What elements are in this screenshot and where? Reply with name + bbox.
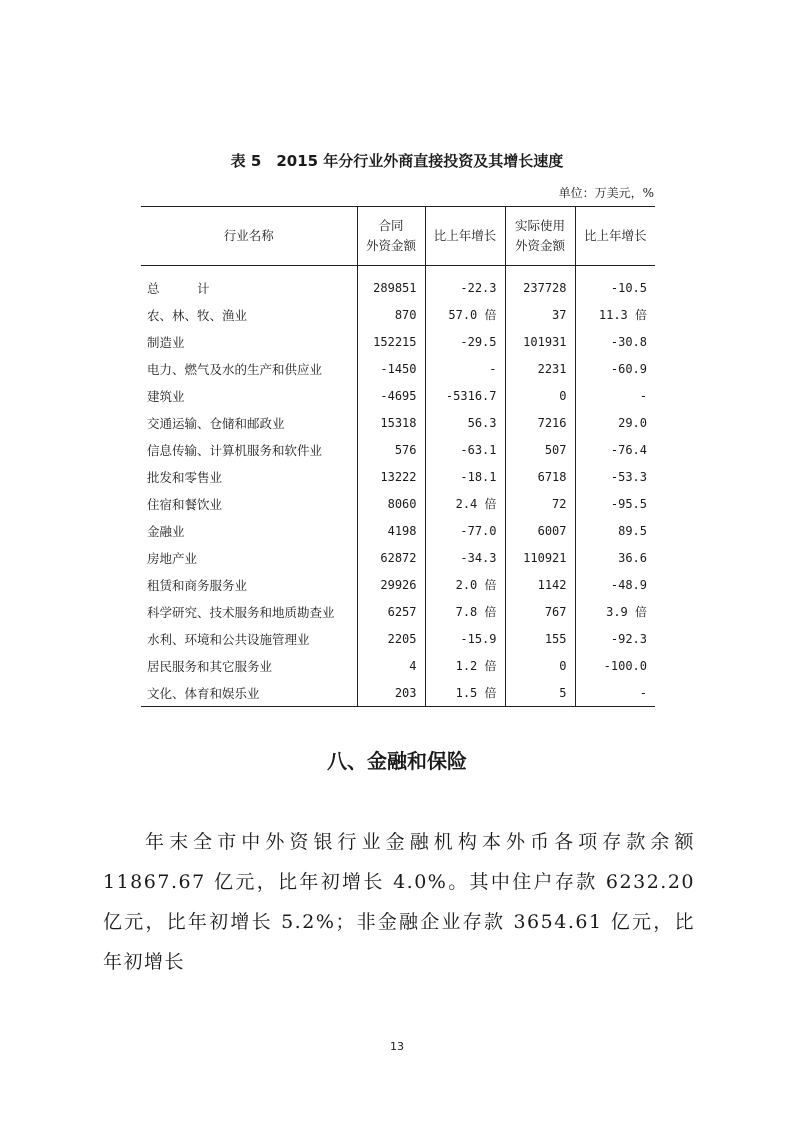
cell-industry: 信息传输、计算机服务和软件业 [147, 442, 323, 458]
cell-actual-amount: 110921 [505, 544, 575, 571]
cell-industry: 总 计 [147, 280, 210, 296]
cell-actual-amount: 507 [505, 436, 575, 463]
header-contract-amount [357, 207, 425, 266]
cell-contract-growth: 7.8 倍 [425, 598, 505, 625]
cell-actual-growth: 36.6 [575, 544, 655, 571]
cell-actual-amount: 101931 [505, 328, 575, 355]
table-unit-note: 单位：万美元，% [558, 186, 654, 200]
fdi-by-industry-table [141, 206, 655, 707]
table-row [141, 436, 655, 463]
cell-contract-growth: -18.1 [425, 463, 505, 490]
cell-contract-amount: 6257 [357, 598, 425, 625]
cell-actual-amount: 72 [505, 490, 575, 517]
cell-contract-amount: -4695 [357, 382, 425, 409]
cell-contract-amount: 15318 [357, 409, 425, 436]
table-row [141, 544, 655, 571]
table-title: 表 5 2015 年分行业外商直接投资及其增长速度 [230, 152, 564, 170]
cell-contract-amount: 13222 [357, 463, 425, 490]
cell-actual-amount: 237728 [505, 266, 575, 302]
cell-industry: 批发和零售业 [147, 469, 223, 485]
cell-contract-amount: 2205 [357, 625, 425, 652]
cell-actual-growth: -60.9 [575, 355, 655, 382]
cell-actual-amount: 155 [505, 625, 575, 652]
cell-industry: 居民服务和其它服务业 [147, 658, 273, 674]
cell-contract-amount: 4198 [357, 517, 425, 544]
cell-actual-growth: -10.5 [575, 266, 655, 302]
cell-contract-amount: 203 [357, 679, 425, 707]
cell-industry: 租赁和商务服务业 [147, 577, 248, 593]
cell-actual-amount: 0 [505, 652, 575, 679]
cell-contract-growth: - [425, 355, 505, 382]
cell-contract-growth: -63.1 [425, 436, 505, 463]
cell-industry: 金融业 [147, 523, 185, 539]
cell-contract-growth: 1.2 倍 [425, 652, 505, 679]
table-row [141, 328, 655, 355]
cell-contract-growth: 57.0 倍 [425, 301, 505, 328]
cell-industry: 制造业 [147, 334, 185, 350]
cell-actual-growth: -53.3 [575, 463, 655, 490]
cell-contract-amount: 4 [357, 652, 425, 679]
cell-actual-growth: -76.4 [575, 436, 655, 463]
table-row [141, 463, 655, 490]
cell-actual-growth: 3.9 倍 [575, 598, 655, 625]
cell-contract-amount: 870 [357, 301, 425, 328]
cell-actual-amount: 2231 [505, 355, 575, 382]
header-industry: 行业名称 [141, 207, 357, 266]
cell-contract-growth: -29.5 [425, 328, 505, 355]
header-contract-growth: 比上年增长 [425, 207, 505, 266]
table-row [141, 517, 655, 544]
cell-contract-amount: 289851 [357, 266, 425, 302]
cell-industry: 住宿和餐饮业 [147, 496, 223, 512]
cell-contract-growth: -15.9 [425, 625, 505, 652]
table-row [141, 301, 655, 328]
header-actual-growth: 比上年增长 [575, 207, 655, 266]
table-body [141, 266, 655, 707]
table-row [141, 571, 655, 598]
cell-industry: 文化、体育和娱乐业 [141, 679, 357, 707]
cell-contract-growth: 1.5 倍 [425, 679, 505, 707]
cell-contract-amount: -1450 [357, 355, 425, 382]
table-row [141, 679, 655, 707]
table-row [141, 652, 655, 679]
header-contract-line2: 外资金额 [365, 238, 416, 253]
cell-industry: 水利、环境和公共设施管理业 [147, 631, 310, 647]
cell-contract-amount: 29926 [357, 571, 425, 598]
cell-industry: 房地产业 [147, 550, 198, 566]
cell-actual-amount: 5 [505, 679, 575, 707]
cell-industry: 交通运输、仓储和邮政业 [147, 415, 285, 431]
cell-industry: 电力、燃气及水的生产和供应业 [147, 361, 323, 377]
cell-actual-growth: - [575, 382, 655, 409]
body-paragraph: 年末全市中外资银行业金融机构本外币各项存款余额 11867.67 亿元，比年初增长 4.0%。其中住户存款 6232.20 亿元，比年初增长 5.2%；非金融企业存款 3654.61 亿元，比年初增长 [103, 831, 695, 973]
page-number: 13 [390, 1040, 404, 1053]
header-actual-line2: 外资金额 [514, 238, 565, 253]
cell-actual-growth: 89.5 [575, 517, 655, 544]
cell-actual-growth: 11.3 倍 [575, 301, 655, 328]
cell-actual-growth: -100.0 [575, 652, 655, 679]
cell-contract-growth: 2.0 倍 [425, 571, 505, 598]
header-contract-line1: 合同 [378, 218, 404, 233]
cell-actual-growth: -95.5 [575, 490, 655, 517]
table-row [141, 266, 655, 302]
cell-actual-amount: 767 [505, 598, 575, 625]
table-row [141, 490, 655, 517]
cell-actual-amount: 0 [505, 382, 575, 409]
cell-actual-growth: -92.3 [575, 625, 655, 652]
cell-actual-amount: 6007 [505, 517, 575, 544]
cell-industry: 科学研究、技术服务和地质勘查业 [147, 604, 335, 620]
cell-actual-growth: - [575, 679, 655, 707]
cell-industry: 农、林、牧、渔业 [147, 307, 248, 323]
cell-actual-growth: -48.9 [575, 571, 655, 598]
cell-contract-growth: -34.3 [425, 544, 505, 571]
cell-contract-amount: 152215 [357, 328, 425, 355]
table-row [141, 382, 655, 409]
cell-actual-growth: -30.8 [575, 328, 655, 355]
section-title: 八、金融和保险 [327, 749, 467, 773]
cell-actual-growth: 29.0 [575, 409, 655, 436]
table-row [141, 598, 655, 625]
cell-actual-amount: 1142 [505, 571, 575, 598]
table-row [141, 355, 655, 382]
cell-actual-amount: 37 [505, 301, 575, 328]
cell-contract-growth: -22.3 [425, 266, 505, 302]
table-row [141, 625, 655, 652]
header-actual-line1: 实际使用 [514, 218, 565, 233]
cell-industry: 建筑业 [147, 388, 185, 404]
cell-contract-amount: 62872 [357, 544, 425, 571]
cell-contract-growth: 56.3 [425, 409, 505, 436]
cell-contract-growth: -77.0 [425, 517, 505, 544]
cell-contract-growth: -5316.7 [425, 382, 505, 409]
table-header-row [141, 207, 655, 266]
cell-contract-amount: 576 [357, 436, 425, 463]
table-row [141, 409, 655, 436]
cell-actual-amount: 7216 [505, 409, 575, 436]
cell-contract-growth: 2.4 倍 [425, 490, 505, 517]
cell-contract-amount: 8060 [357, 490, 425, 517]
cell-actual-amount: 6718 [505, 463, 575, 490]
header-actual-amount [505, 207, 575, 266]
